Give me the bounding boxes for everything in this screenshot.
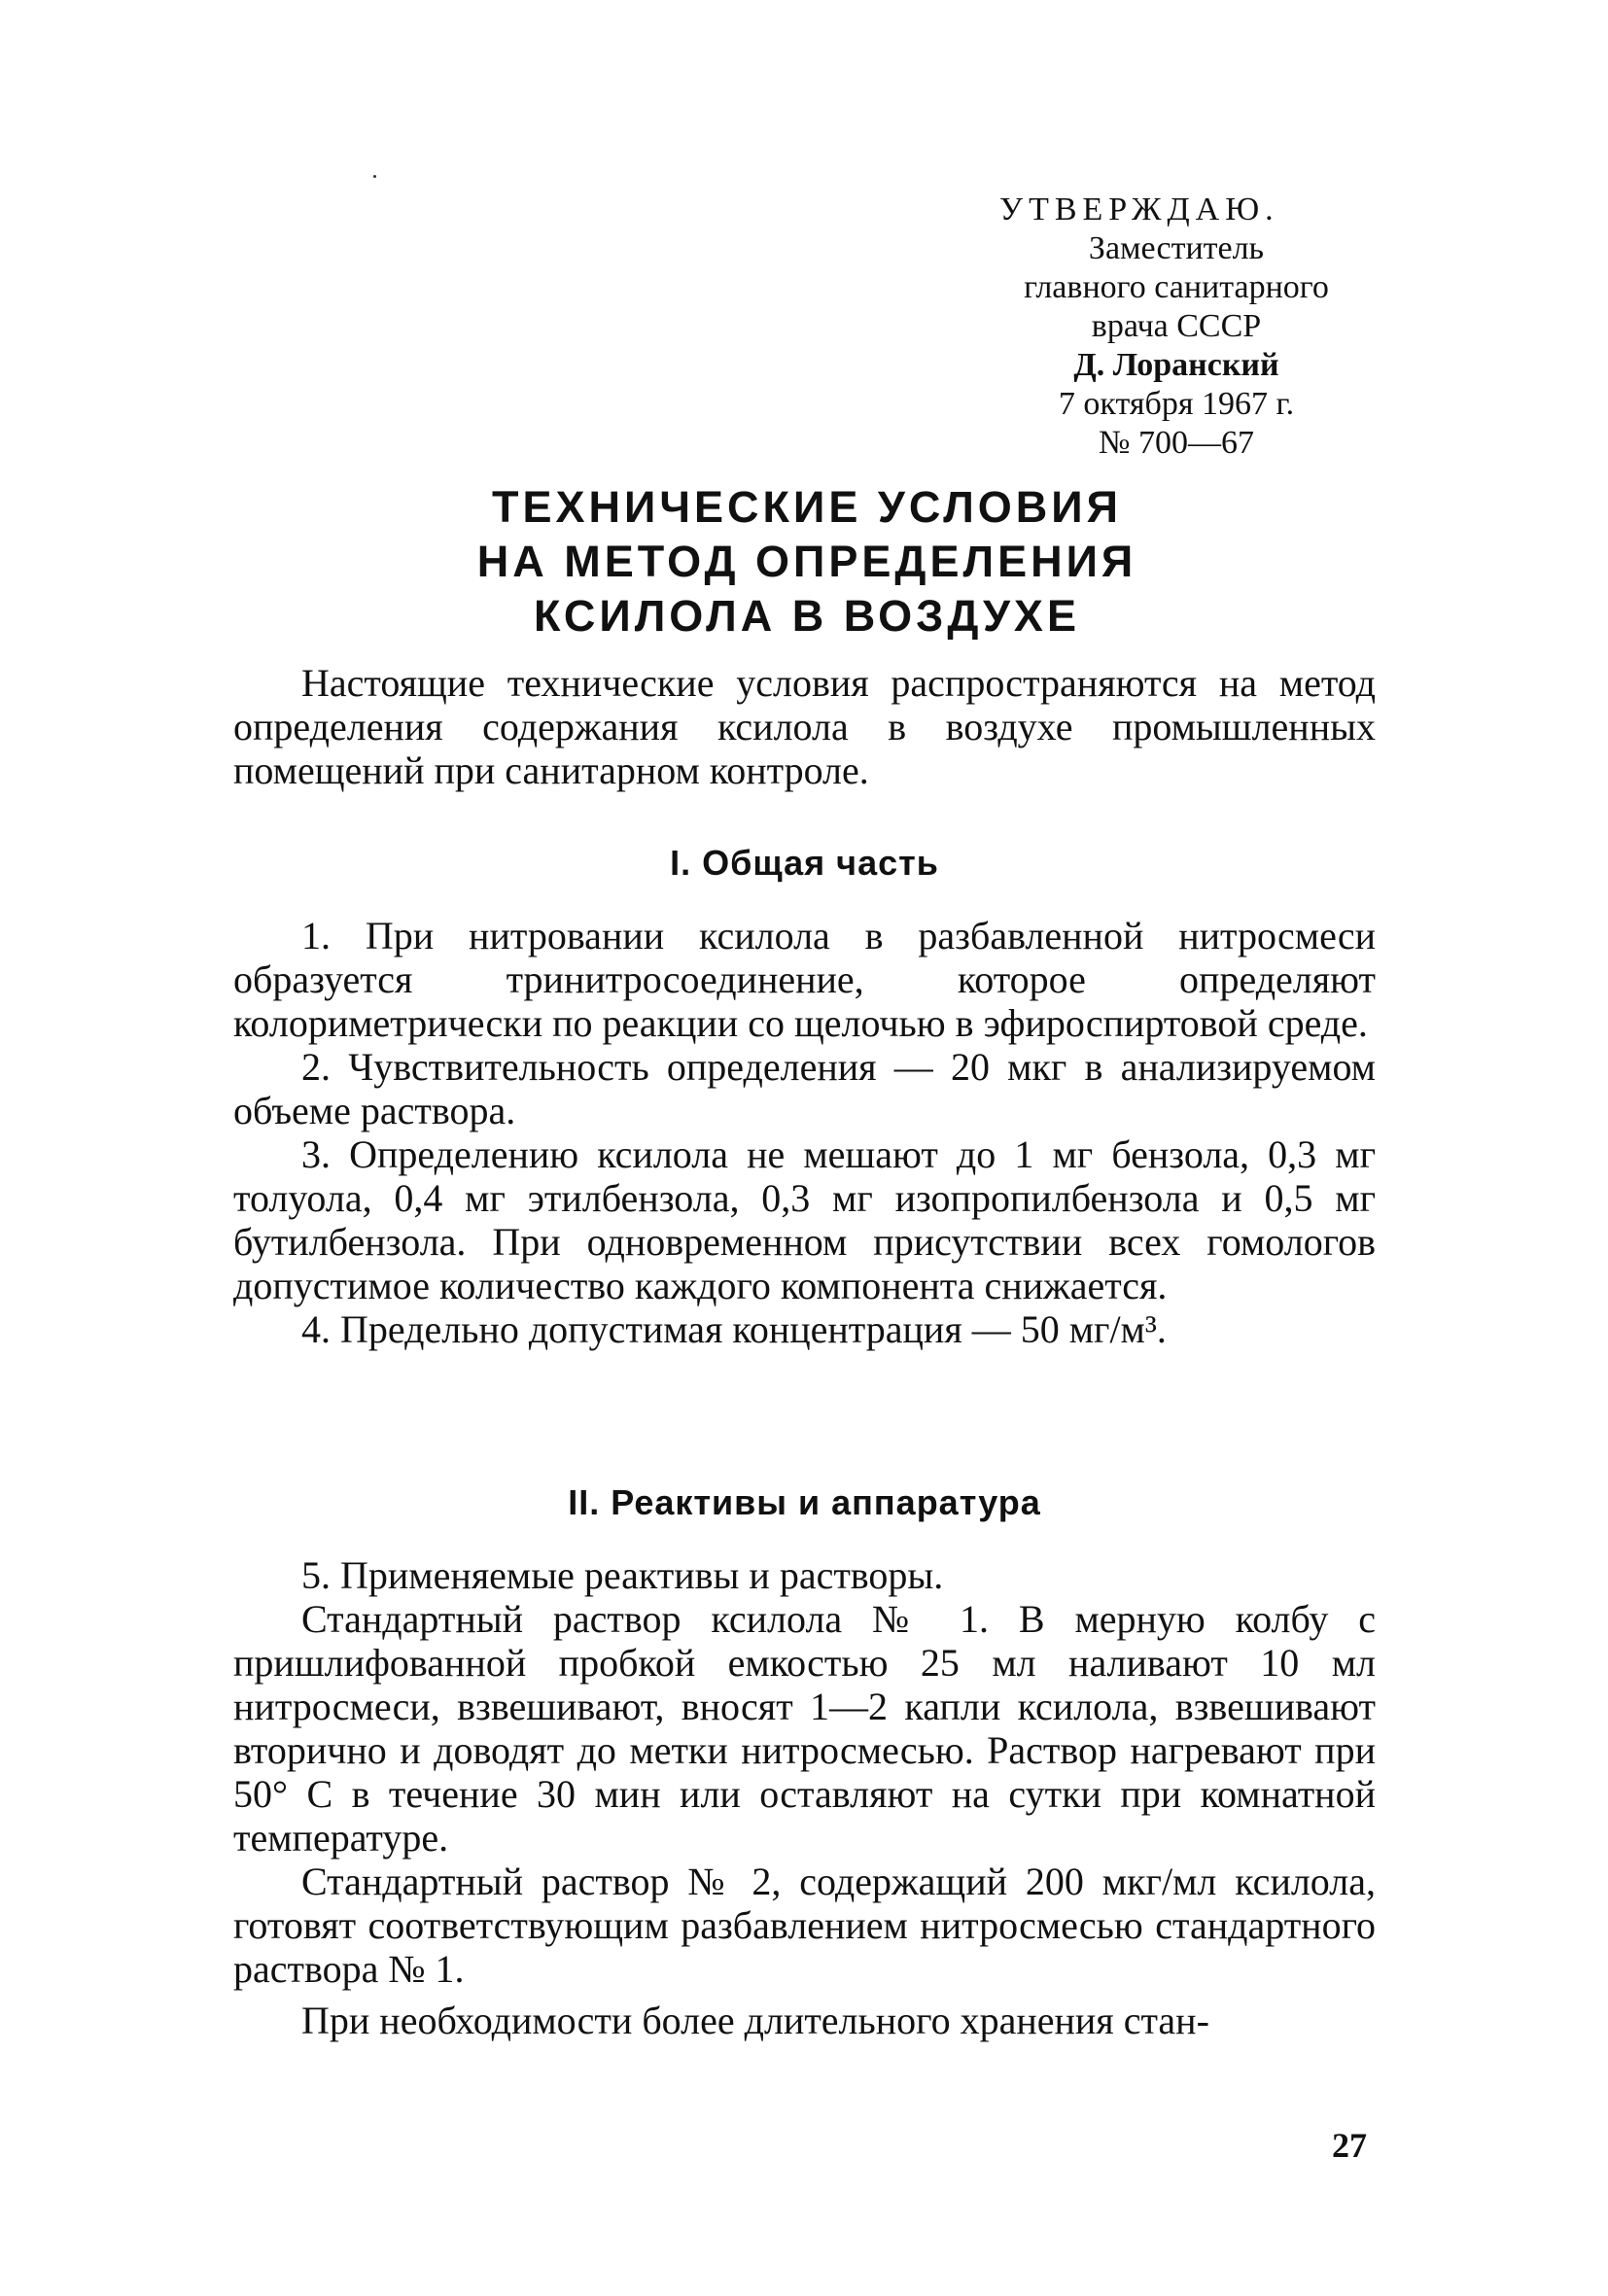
approval-number: № 700—67 — [1099, 425, 1254, 461]
title-line-3: КСИЛОЛА В ВОЗДУХЕ — [534, 591, 1080, 641]
approval-position-3: врача СССР — [1091, 308, 1262, 344]
document-title — [224, 480, 1390, 644]
paragraph-storage: При необходимости более длительного хранения стан- — [301, 1999, 1209, 2042]
approval-heading: УТВЕРЖДАЮ. — [999, 191, 1279, 227]
section-reagents-body — [233, 1553, 1376, 2042]
approval-block — [982, 191, 1371, 463]
section-heading-reagents: II. Реактивы и аппаратура — [568, 1482, 1041, 1522]
paragraph-5: 5. Применяемые реактивы и растворы. — [301, 1553, 944, 1597]
approval-signatory: Д. Лоранский — [1073, 347, 1279, 383]
paragraph-2: 2. Чувствительность определения — 20 мкг в анализируемом объеме раствора. — [233, 1045, 1376, 1132]
scan-speck — [373, 175, 376, 178]
paragraph-standard-2: Стандартный раствор № 2, содержащий 200 мкг/мл ксилола, готовят соответствующим разбавлением нитросмесью стандартного раствора № 1. — [233, 1860, 1376, 1991]
approval-position-2: главного санитарного — [1024, 269, 1329, 305]
approval-date: 7 октября 1967 г. — [1058, 386, 1295, 422]
section-heading-general: I. Общая часть — [670, 843, 939, 883]
paragraph-1: 1. При нитровании ксилола в разбавленной нитросмеси образуется тринитросоединение, которое определяют колориметрически по реакции со щелочью в эфироспиртовой среде. — [233, 914, 1376, 1045]
approval-position: Заместитель — [1088, 230, 1265, 266]
section-general-body — [233, 914, 1376, 1351]
paragraph-3: 3. Определению ксилола не мешают до 1 мг бензола, 0,3 мг толуола, 0,4 мг этилбензола, 0,3 мг изопропилбензола и 0,5 мг бутилбензола. При одновременном присутствии всех гомологов допустимое количество каждого компонента снижается. — [233, 1132, 1376, 1307]
intro-paragraph: Настоящие технические условия распространяются на метод определения содержания ксилола в воздухе промышленных помещений при санитарном контроле. — [233, 661, 1376, 792]
title-line-2: НА МЕТОД ОПРЕДЕЛЕНИЯ — [476, 537, 1137, 586]
title-line-1: ТЕХНИЧЕСКИЕ УСЛОВИЯ — [492, 482, 1122, 532]
paragraph-standard-1: Стандартный раствор ксилола № 1. В мерную колбу с пришлифованной пробкой емкостью 25 мл наливают 10 мл нитросмеси, взвешивают, вносят 1—2 капли ксилола, взвешивают вторично и доводят до метки нитросмесью. Раствор нагревают при 50° С в течение 30 мин или оставляют на сутки при комнатной температуре. — [233, 1597, 1376, 1860]
page-number: 27 — [1332, 2126, 1367, 2165]
paragraph-4: 4. Предельно допустимая концентрация — 50 мг/м³. — [301, 1307, 1167, 1351]
intro-block — [233, 661, 1376, 792]
